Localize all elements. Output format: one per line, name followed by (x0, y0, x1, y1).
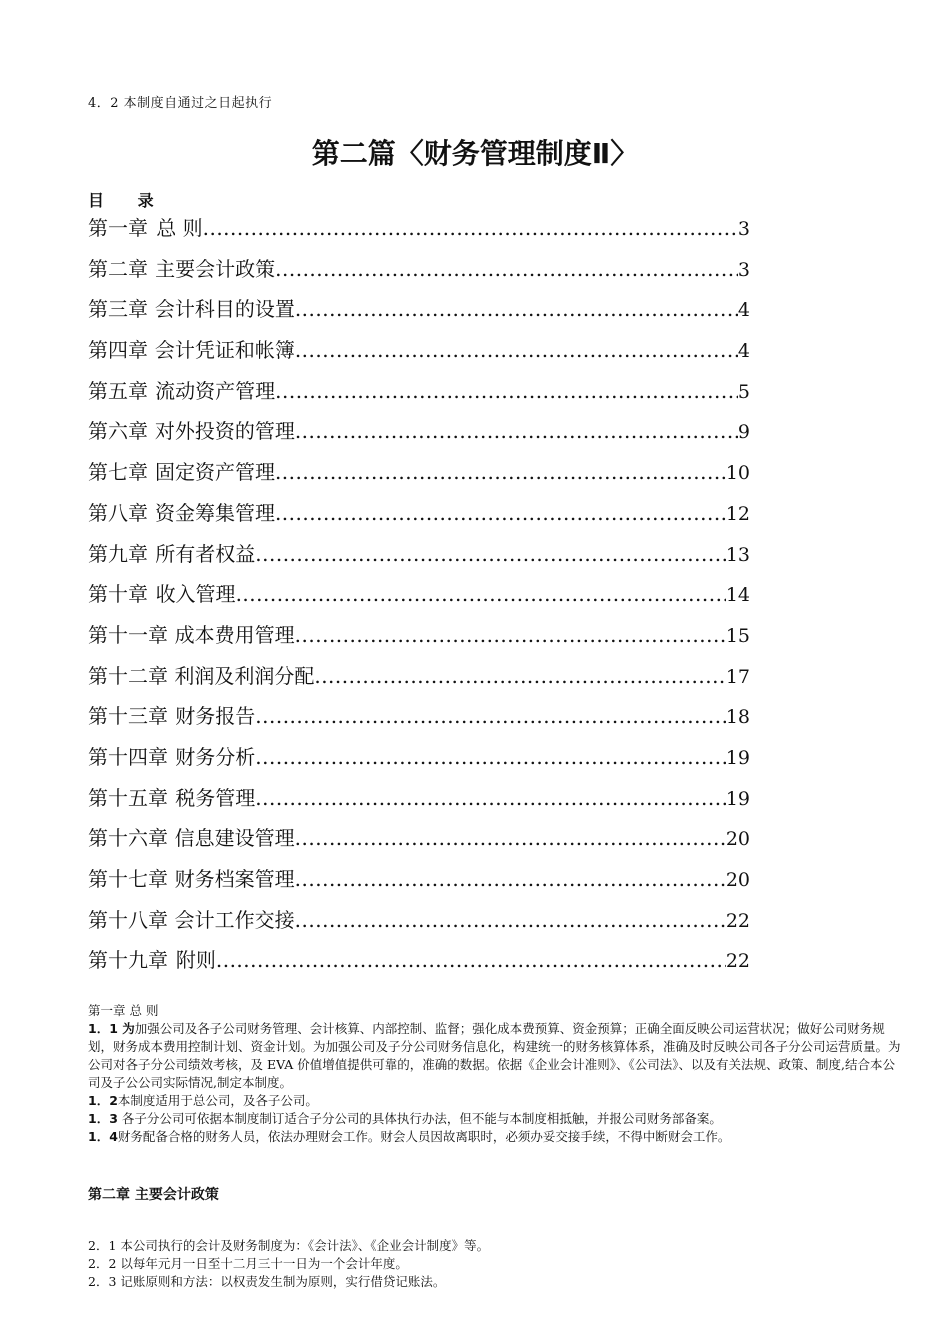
toc-chapter-title: 对外投资的管理 (154, 419, 295, 444)
toc-entry[interactable] (88, 371, 750, 412)
toc-chapter-title: 税务管理 (175, 785, 256, 810)
toc-dot-leader (295, 900, 726, 941)
toc-chapter-title: 会计工作交接 (174, 907, 295, 932)
toc-dot-leader (295, 615, 726, 656)
toc-chapter-title: 资金筹集管理 (154, 500, 275, 525)
clause-2-2: 2．2 以每年元月一日至十二月三十一日为一个会计年度。 (88, 1256, 408, 1271)
toc-dot-leader (255, 534, 726, 575)
toc-chapter-number: 第六章 (88, 419, 148, 444)
toc-dot-leader (255, 696, 726, 737)
clause-2-1: 2．1 本公司执行的会计及财务制度为：《会计法》、《企业会计制度》等。 (88, 1238, 490, 1253)
toc-chapter-number: 第十五章 (88, 785, 168, 810)
toc-page-number: 22 (725, 950, 750, 973)
toc-chapter-number: 第十四章 (88, 744, 168, 769)
toc-chapter-title: 财务档案管理 (174, 867, 295, 891)
toc-dot-leader (216, 940, 726, 981)
toc-chapter-title: 成本费用管理 (174, 622, 295, 647)
toc-heading: 目 录 (88, 191, 168, 210)
toc-page-number: 4 (737, 340, 750, 363)
toc-chapter-number: 第三章 (88, 297, 148, 322)
clause-text: 加强公司及各子公司财务管理、会计核算、内部控制、监督；强化成本费预算、资金预算；正确全面反映公司运营状况；做好公司财务规划，财务成本费用控制计划、资金计划。为加强公司及子分公司财务信息化，构建统一的财务核算体系，准确及时反映公司各子分公司运营质量。为公司对各子分公司绩效考核，及 EVA 价值增值提供可靠的，准确的数据。依据《企业会计准则》、《公司法》、以及有关法规、政策、制度,结合本公司及子公公司实际情况,制定本制度。 (88, 1021, 901, 1090)
toc-dot-leader (295, 859, 726, 900)
toc-dot-leader (203, 208, 738, 249)
toc-chapter-title: 利润及利润分配 (174, 663, 315, 688)
toc-chapter-title: 总 则 (156, 216, 203, 240)
toc-entry[interactable] (88, 208, 750, 249)
toc-page-number: 19 (725, 787, 750, 810)
toc-chapter-title: 信息建设管理 (174, 826, 295, 851)
chapter-1-heading: 第一章 总 则 (88, 1003, 159, 1018)
toc-entry[interactable] (88, 574, 750, 615)
toc-page-number: 9 (737, 421, 750, 444)
toc-dot-leader (295, 411, 738, 452)
toc-chapter-number: 第十章 (88, 582, 148, 607)
toc-chapter-title: 财务报告 (175, 704, 256, 729)
toc-entry[interactable] (88, 696, 750, 737)
toc-page-number: 3 (737, 258, 750, 281)
toc-chapter-number: 第四章 (88, 338, 148, 363)
document-title: 第二篇〈财务管理制度Ⅱ〉 (311, 137, 639, 170)
clause-4-2: 4．2 本制度自通过之日起执行 (88, 96, 273, 111)
toc-page-number: 19 (725, 746, 750, 769)
toc-chapter-number: 第十九章 (88, 948, 168, 973)
toc-page-number: 13 (725, 543, 750, 566)
toc-entry[interactable] (88, 737, 750, 778)
chapter-2-section (88, 1237, 903, 1291)
clause-number: 1．4 (88, 1129, 118, 1144)
clause-1-3 (88, 1110, 903, 1128)
clause-1-1 (88, 1020, 903, 1092)
toc-chapter-number: 第十七章 (88, 867, 168, 891)
toc-dot-leader (314, 656, 725, 697)
toc-chapter-title: 会计科目的设置 (154, 297, 295, 322)
toc-page-number: 20 (725, 869, 750, 891)
toc-chapter-number: 第七章 (88, 460, 148, 485)
toc-dot-leader (255, 737, 726, 778)
toc-entry[interactable] (88, 411, 750, 452)
toc-chapter-number: 第十三章 (88, 704, 168, 729)
clause-text: 财务配备合格的财务人员，依法办理财会工作。财会人员因故离职时，必须办妥交接手续，不得中断财会工作。 (117, 1129, 731, 1144)
toc-chapter-number: 第十二章 (88, 663, 168, 688)
toc-dot-leader (295, 818, 726, 859)
toc-chapter-title: 会计凭证和帐簿 (154, 338, 295, 363)
toc-entry[interactable] (88, 534, 750, 575)
toc-dot-leader (236, 574, 726, 615)
toc-entry[interactable] (88, 289, 750, 330)
clause-number: 1．3 (88, 1111, 118, 1126)
toc-dot-leader (275, 249, 738, 290)
toc-page-number: 18 (725, 706, 750, 729)
toc-chapter-number: 第一章 (88, 216, 148, 240)
clause-number: 1．2 (88, 1093, 118, 1108)
toc-chapter-number: 第二章 (88, 256, 148, 281)
toc-chapter-title: 收入管理 (155, 582, 236, 607)
toc-entry[interactable] (88, 900, 750, 941)
toc-page-number: 4 (737, 299, 750, 322)
toc-chapter-number: 第八章 (88, 500, 148, 525)
toc-dot-leader (275, 452, 726, 493)
toc-entry[interactable] (88, 859, 750, 900)
toc-chapter-title: 固定资产管理 (154, 460, 275, 485)
clause-2-3: 2．3 记账原则和方法：以权责发生制为原则，实行借贷记账法。 (88, 1274, 446, 1289)
toc-entry[interactable] (88, 330, 750, 371)
toc-dot-leader (255, 778, 726, 819)
toc-entry[interactable] (88, 493, 750, 534)
toc-chapter-number: 第五章 (88, 378, 148, 403)
toc-page-number: 20 (725, 828, 750, 851)
toc-dot-leader (295, 330, 738, 371)
chapter-2-heading: 第二章 主要会计政策 (88, 1187, 219, 1203)
table-of-contents (88, 208, 750, 981)
toc-page-number: 3 (737, 218, 750, 240)
toc-chapter-number: 第十一章 (88, 622, 168, 647)
toc-page-number: 14 (725, 584, 750, 607)
clause-text: 本制度适用于总公司，及各子公司。 (117, 1093, 318, 1108)
toc-page-number: 10 (725, 462, 750, 485)
toc-entry[interactable] (88, 818, 750, 859)
toc-chapter-title: 附则 (175, 948, 216, 973)
clause-number: 1．1 为 (88, 1021, 135, 1036)
chapter-1-section (88, 1002, 903, 1146)
toc-chapter-number: 第九章 (88, 541, 148, 566)
toc-page-number: 12 (725, 502, 750, 525)
toc-chapter-title: 流动资产管理 (155, 378, 276, 403)
toc-entry[interactable] (88, 940, 750, 981)
toc-dot-leader (275, 493, 726, 534)
toc-page-number: 17 (725, 665, 750, 688)
toc-dot-leader (295, 289, 738, 330)
toc-chapter-title: 所有者权益 (155, 541, 256, 566)
toc-entry[interactable] (88, 778, 750, 819)
toc-page-number: 22 (725, 909, 750, 932)
clause-1-2 (88, 1092, 903, 1110)
toc-chapter-title: 财务分析 (175, 744, 256, 769)
toc-entry[interactable] (88, 656, 750, 697)
toc-page-number: 15 (725, 624, 750, 647)
toc-entry[interactable] (88, 615, 750, 656)
toc-chapter-number: 第十六章 (88, 826, 168, 851)
clause-1-4 (88, 1128, 903, 1146)
toc-dot-leader (275, 371, 738, 412)
toc-chapter-title: 主要会计政策 (155, 256, 276, 281)
toc-page-number: 5 (737, 380, 750, 403)
toc-chapter-number: 第十八章 (88, 907, 168, 932)
clause-text: 各子分公司可依据本制度制订适合子分公司的具体执行办法，但不能与本制度相抵触，并报公司财务部备案。 (117, 1111, 722, 1126)
toc-entry[interactable] (88, 249, 750, 290)
toc-entry[interactable] (88, 452, 750, 493)
